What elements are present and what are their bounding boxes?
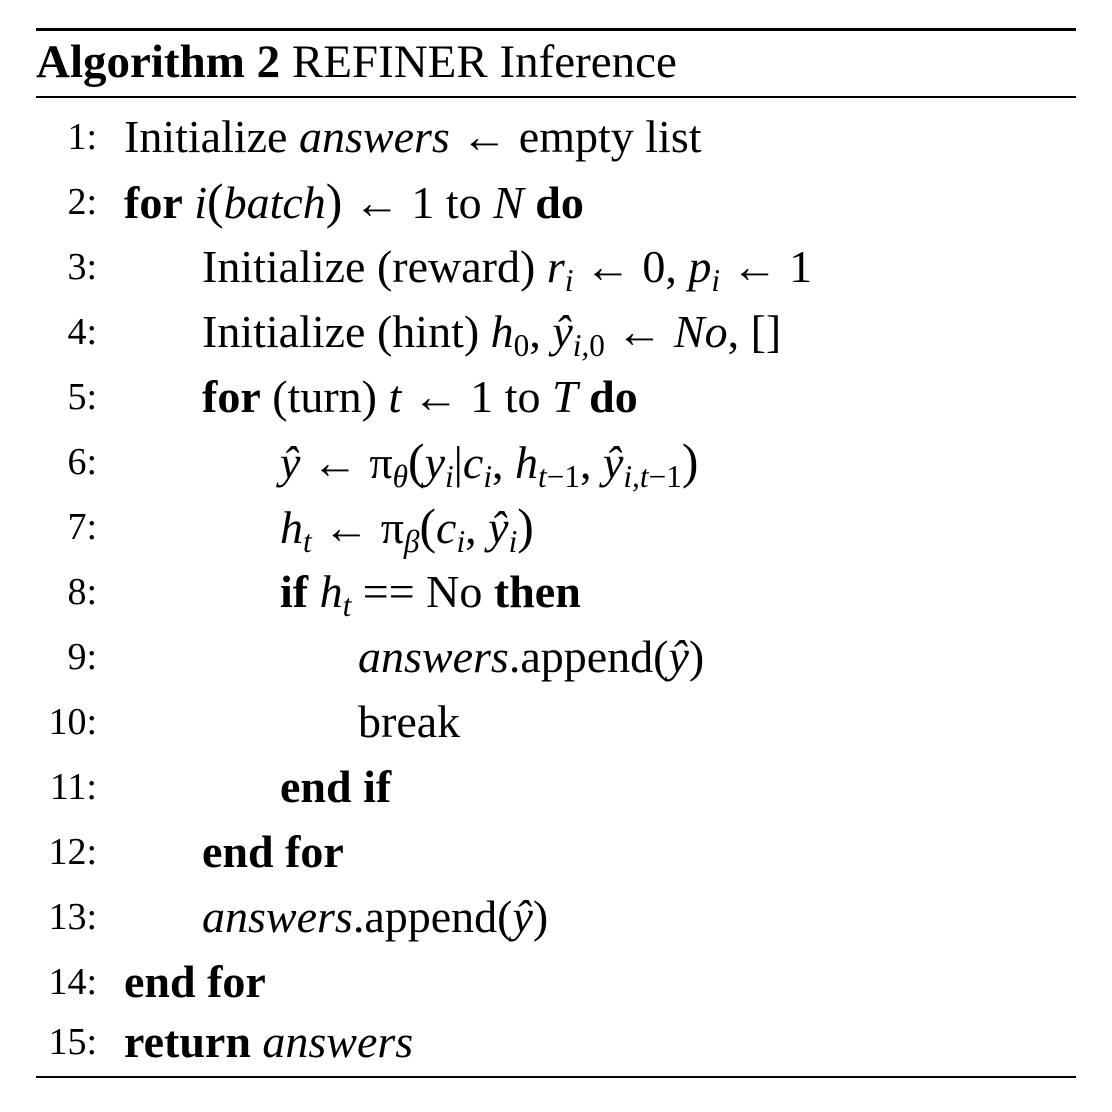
algo-line-3 <box>0 235 1112 299</box>
line-content: Initialize answers ← empty list <box>124 111 702 162</box>
line-content: return answers <box>124 1016 414 1067</box>
algo-line-8 <box>0 560 1112 624</box>
line-number: 8: <box>67 571 97 613</box>
line-number: 6: <box>67 441 97 483</box>
algo-line-4 <box>0 300 1112 364</box>
line-number: 4: <box>67 311 97 353</box>
algo-line-10 <box>0 690 1112 754</box>
line-content: for i(batch) ← 1 to N do <box>124 174 584 229</box>
line-number: 10: <box>48 701 97 743</box>
algo-line-7 <box>0 495 1112 559</box>
line-number: 13: <box>48 896 97 938</box>
algorithm-caption <box>36 33 677 91</box>
line-content: Initialize (reward) $r_i$ ← 0, $p_i$ ← 1 <box>202 241 813 298</box>
algo-line-12 <box>0 820 1112 884</box>
line-content: end if <box>280 761 392 812</box>
line-content: $h_t$ ← $\pi_\beta(c_i$, $ŷ_i$) <box>280 499 534 559</box>
algo-line-11 <box>0 755 1112 819</box>
algo-line-5 <box>0 365 1112 429</box>
line-number: 2: <box>67 181 97 223</box>
line-content: if $h_t == No$ then <box>280 566 581 623</box>
line-number: 3: <box>67 246 97 288</box>
algo-line-1 <box>0 105 1112 169</box>
line-number: 9: <box>67 636 97 678</box>
algo-line-15 <box>0 1010 1112 1074</box>
bottom-rule <box>36 1076 1076 1078</box>
line-number: 14: <box>48 961 97 1003</box>
algo-line-2 <box>0 170 1112 234</box>
line-content: answers.append(ŷ) <box>202 891 549 942</box>
algo-line-9 <box>0 625 1112 689</box>
line-number: 12: <box>48 831 97 873</box>
line-number: 1: <box>67 116 97 158</box>
line-content: for (turn) t ← 1 to T do <box>202 371 638 422</box>
algo-line-6 <box>0 430 1112 494</box>
algorithm-title: REFINER Inference <box>291 36 677 88</box>
line-content: ŷ ← $\pi_\theta(y_i|c_i$, $h_{t-1}$, $ŷ_{i,t-1}$) <box>280 434 699 494</box>
caption-rule <box>36 96 1076 98</box>
line-number: 11: <box>49 766 97 808</box>
line-number: 15: <box>48 1021 97 1063</box>
line-number: 5: <box>67 376 97 418</box>
algorithm-label: Algorithm 2 <box>36 36 281 88</box>
line-number: 7: <box>67 506 97 548</box>
line-content: break <box>358 696 461 747</box>
line-content: answers.append(ŷ) <box>358 631 705 682</box>
line-content: end for <box>124 956 266 1007</box>
line-content: end for <box>202 826 344 877</box>
line-content: Initialize (hint) $h_0$, $ŷ_{i,0}$ ← No, [] <box>202 306 782 363</box>
algo-line-14 <box>0 950 1112 1014</box>
top-rule <box>36 28 1076 31</box>
algo-line-13 <box>0 885 1112 949</box>
